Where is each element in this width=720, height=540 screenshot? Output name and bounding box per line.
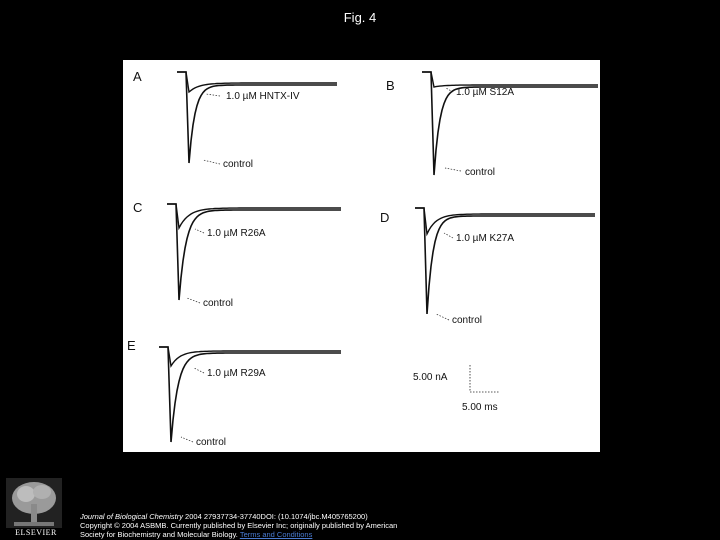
publisher-logo-text: ELSEVIER bbox=[15, 528, 57, 537]
figure-title: Fig. 4 bbox=[343, 10, 377, 25]
panel-a-toxin-leader bbox=[206, 94, 220, 96]
citation-details: 2004 27937734-37740DOI: (10.1074/jbc.M405765200) bbox=[182, 512, 368, 521]
panel-b-toxin-leader bbox=[446, 88, 453, 92]
panel-c-control-leader bbox=[187, 298, 200, 303]
panel-e-control-label: control bbox=[196, 437, 227, 448]
panel-b-control-leader bbox=[445, 168, 461, 171]
panel-d-toxin-trace bbox=[415, 208, 595, 234]
journal-name: Journal of Biological Chemistry bbox=[80, 512, 183, 521]
panel-c-control-label: control bbox=[203, 298, 234, 309]
society-line bbox=[80, 530, 600, 539]
trace-group bbox=[159, 72, 598, 442]
panel-d-control-leader bbox=[436, 314, 449, 320]
citation-line bbox=[80, 512, 600, 521]
society-text: Society for Biochemistry and Molecular Biology. bbox=[80, 530, 238, 539]
panel-c-toxin-leader bbox=[195, 229, 204, 233]
scale-bar-current-label: 5.00 nA bbox=[413, 372, 448, 383]
panel-letter-e: E bbox=[127, 338, 136, 353]
panel-a-toxin-trace bbox=[177, 72, 337, 92]
copyright-line: Copyright © 2004 ASBMB. Currently published by Elsevier Inc; originally published by American bbox=[80, 521, 398, 530]
scale-bar-time-label: 5.00 ms bbox=[462, 402, 498, 413]
current-traces-figure bbox=[123, 60, 600, 452]
panel-a-control-leader bbox=[203, 160, 220, 164]
panel-d-toxin-label: 1.0 µM K27A bbox=[456, 233, 515, 244]
panel-d-toxin-leader bbox=[444, 233, 453, 238]
panel-b-toxin-label: 1.0 µM S12A bbox=[456, 87, 515, 98]
figure-panel bbox=[123, 60, 600, 452]
terms-link[interactable]: Terms and Conditions bbox=[239, 530, 313, 539]
panel-letter-a: A bbox=[133, 69, 142, 84]
panel-letter-b: B bbox=[386, 78, 395, 93]
panel-e-toxin-label: 1.0 µM R29A bbox=[207, 368, 266, 379]
panel-c-toxin-trace bbox=[167, 204, 341, 228]
panel-c-toxin-label: 1.0 µM R26A bbox=[207, 228, 266, 239]
panel-e-control-leader bbox=[181, 437, 193, 442]
panel-b-toxin-trace bbox=[422, 72, 598, 87]
panel-d-control-trace bbox=[415, 208, 595, 314]
panel-b-control-label: control bbox=[465, 167, 496, 178]
panel-d-control-label: control bbox=[452, 315, 483, 326]
panel-c-control-trace bbox=[167, 204, 341, 300]
panel-e-toxin-leader bbox=[194, 368, 204, 373]
panel-letter-c: C bbox=[133, 200, 143, 215]
citation-block bbox=[80, 512, 600, 539]
tree-icon bbox=[6, 478, 62, 528]
panel-letter-d: D bbox=[380, 210, 390, 225]
panel-a-control-label: control bbox=[223, 159, 254, 170]
panel-a-toxin-label: 1.0 µM HNTX-IV bbox=[226, 91, 300, 102]
panel-e-control-trace bbox=[159, 347, 341, 442]
